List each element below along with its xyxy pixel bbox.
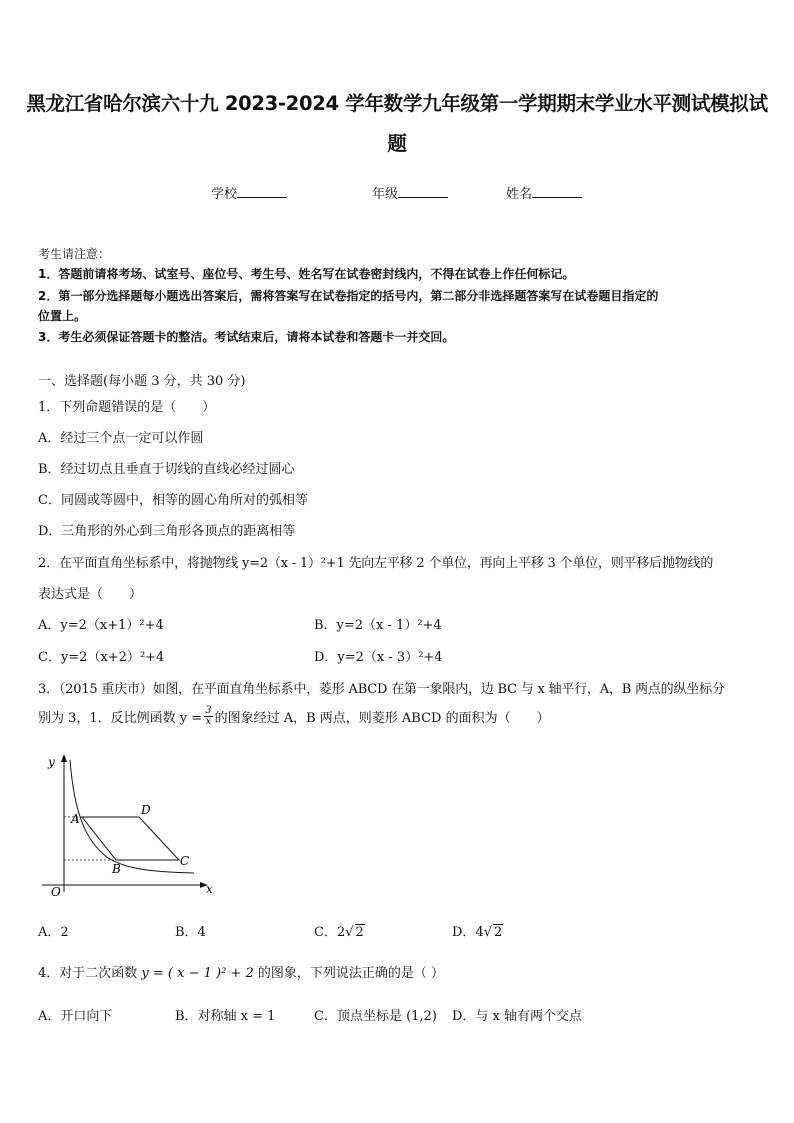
q3-option-c-coef: 2 [336, 925, 346, 940]
q3-stem-line2-pre: 别为 3，1．反比例函数 y = [38, 711, 203, 726]
notice-item-2-line2: 位置上。 [38, 309, 87, 323]
q1-stem: 1．下列命题错误的是（ ） [38, 400, 216, 415]
q3-fraction-numerator: 3 [205, 705, 212, 716]
label-y: y [48, 755, 55, 769]
grade-label: 年级 [372, 187, 399, 202]
q4-stem [38, 962, 444, 981]
q3-option-d: D．4√ 2 [452, 925, 503, 940]
q2-option-a: A．y=2（x+1）²+4 [38, 618, 164, 633]
q4-stem-pre: 4．对于二次函数 [38, 966, 138, 981]
q3-fraction [204, 706, 212, 727]
school-field [211, 183, 287, 202]
label-d: D [141, 803, 151, 817]
q4-expression: y = ( x − 1 )² + 2 [141, 966, 254, 981]
q2-option-d: D．y=2（x - 3）²+4 [314, 650, 443, 665]
q1-option-b: B．经过切点且垂直于切线的直线必经过圆心 [38, 462, 295, 477]
notice-item-2-line1: 2．第一部分选择题每小题选出答案后，需将答案写在试卷指定的括号内，第二部分非选择题答案写在试卷题目指定的 [38, 289, 659, 303]
q3-stem-line2 [38, 706, 550, 727]
q3-option-d-coef: 4 [475, 925, 484, 940]
section1-heading: 一、选择题(每小题 3 分，共 30 分) [38, 374, 246, 389]
q3-stem-line2-post: 的图象经过 A，B 两点，则菱形 ABCD 的面积为（ ） [214, 711, 550, 726]
q4-option-b: B．对称轴 x = 1 [175, 1009, 276, 1024]
school-blank [237, 185, 287, 198]
name-field [506, 183, 582, 202]
q3-fraction-denominator: x [205, 716, 212, 727]
label-c: C [180, 854, 190, 868]
notice-heading: 考生请注意： [38, 247, 111, 261]
y-axis-arrow-icon [61, 754, 67, 762]
q1-option-c: C．同圆或等圆中，相等的圆心角所对的弧相等 [38, 493, 308, 508]
q2-option-c: C．y=2（x+2）²+4 [38, 650, 165, 665]
q3-option-a: A．2 [38, 925, 69, 940]
q3-option-d-prefix: D． [452, 925, 476, 940]
q2-stem-line2: 表达式是（ ） [38, 587, 143, 602]
q3-option-c: C．2√ 2 [314, 925, 364, 940]
q4-option-d: D．与 x 轴有两个交点 [452, 1009, 583, 1024]
q2-option-b: B．y=2（x - 1）²+4 [314, 618, 442, 633]
q4-option-c: C．顶点坐标是 (1,2) [314, 1009, 437, 1024]
name-label: 姓名 [506, 187, 533, 202]
q1-option-a: A．经过三个点一定可以作圆 [38, 431, 204, 446]
school-label: 学校 [211, 187, 238, 202]
notice-item-1: 1．答题前请将考场、试室号、座位号、考生号、姓名写在试卷密封线内，不得在试卷上作任何标记。 [38, 267, 575, 281]
grade-blank [398, 185, 448, 198]
q3-option-d-radicand: 2 [494, 925, 503, 940]
grade-field [372, 183, 448, 202]
page-title-line2: 题 [387, 132, 407, 155]
label-a: A [71, 812, 80, 826]
label-x: x [206, 882, 213, 896]
q3-option-b: B．4 [175, 925, 206, 940]
label-b: B [112, 862, 121, 876]
rhombus-abcd [82, 817, 179, 860]
name-blank [532, 185, 582, 198]
q4-option-a: A．开口向下 [38, 1009, 113, 1024]
q4-stem-post: 的图象，下列说法正确的是（ ） [257, 966, 445, 981]
q2-stem-line1: 2．在平面直角坐标系中，将抛物线 y=2（x - 1）²+1 先向左平移 2 个单位，再向上平移 3 个单位，则平移后抛物线的 [38, 556, 714, 571]
q3-option-c-radicand: 2 [355, 925, 364, 940]
label-o: O [51, 885, 61, 899]
q3-stem-line1: 3．（2015 重庆市）如图，在平面直角坐标系中，菱形 ABCD 在第一象限内，边 BC 与 x 轴平行，A，B 两点的纵坐标分 [38, 682, 725, 697]
notice-item-3: 3．考生必须保证答题卡的整洁。考试结束后，请将本试卷和答题卡一并交回。 [38, 330, 455, 344]
q1-option-d: D．三角形的外心到三角形各顶点的距离相等 [38, 524, 296, 539]
q3-figure [36, 750, 226, 900]
q3-option-c-prefix: C． [314, 925, 337, 940]
page-title-line1: 黑龙江省哈尔滨六十九 2023-2024 学年数学九年级第一学期期末学业水平测试模拟试 [26, 92, 768, 115]
